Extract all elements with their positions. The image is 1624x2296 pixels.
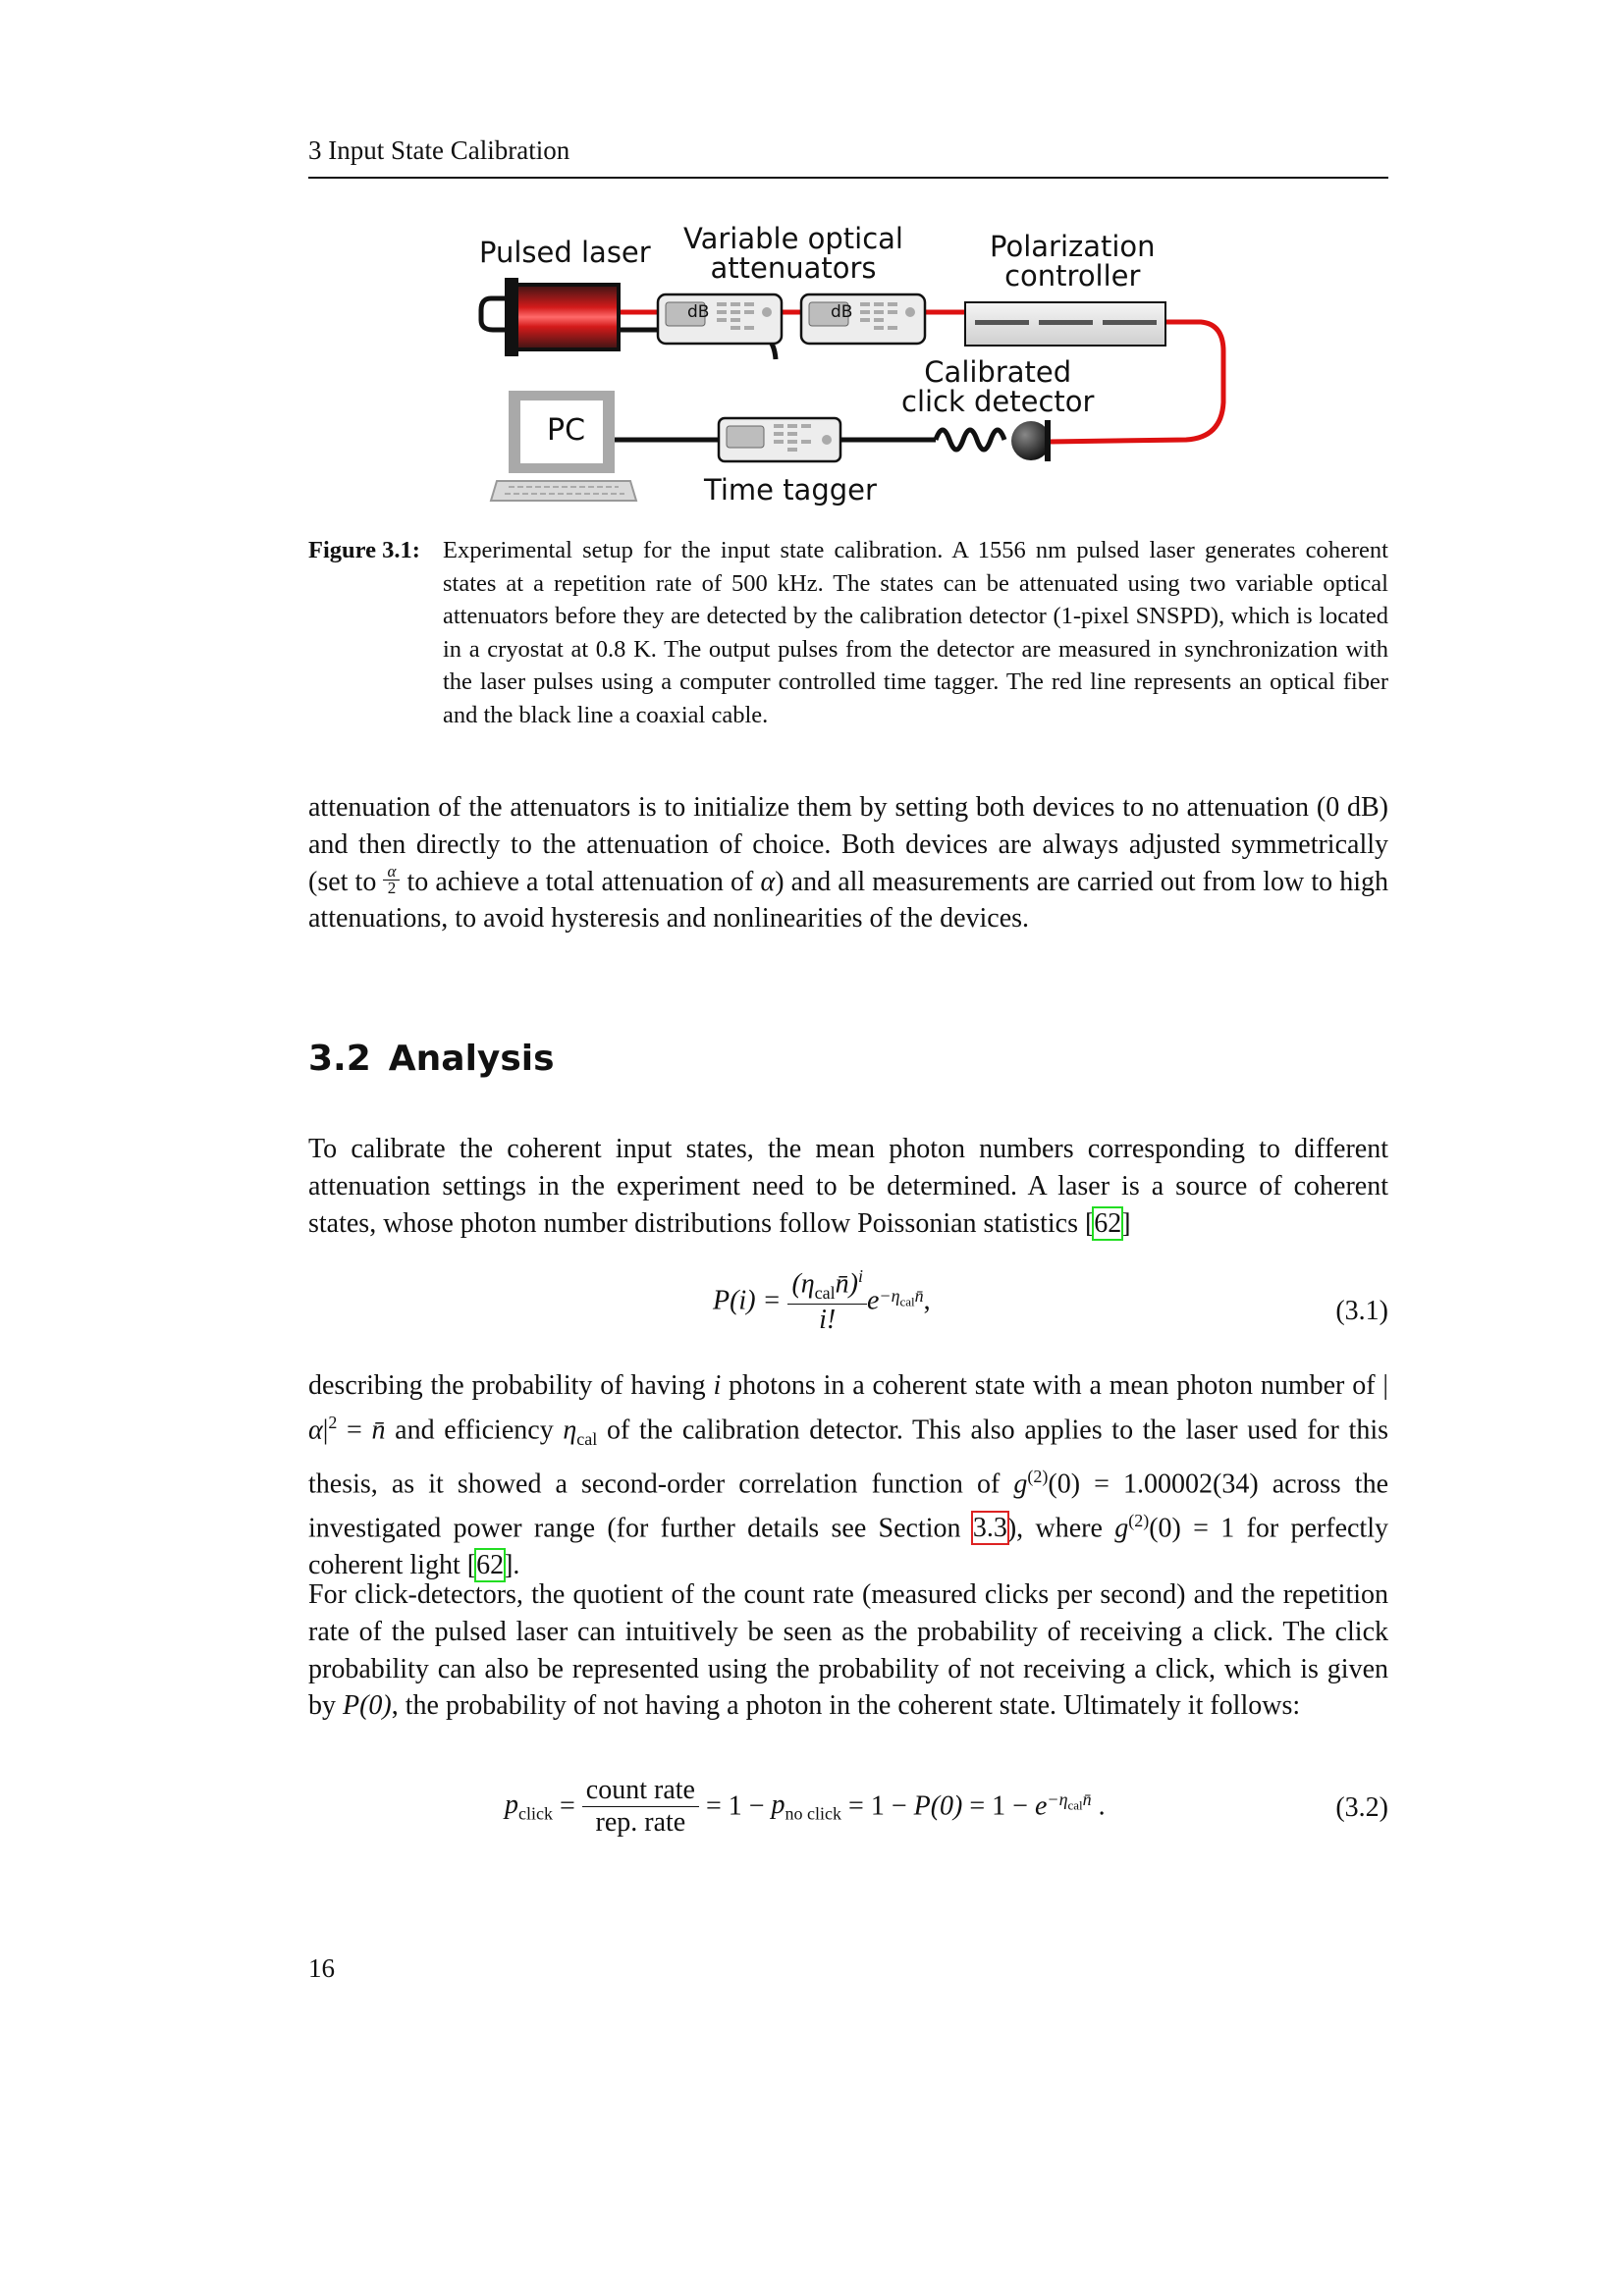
label-time-tagger: Time tagger	[704, 473, 877, 507]
section-title-text: Analysis	[388, 1039, 555, 1079]
frac-den: 2	[387, 878, 397, 897]
paragraph-attenuation	[308, 789, 1388, 937]
alpha-symbol: α	[760, 866, 776, 897]
eq1-denominator: i!	[819, 1304, 837, 1335]
label-detector: Calibrated click detector	[901, 355, 1095, 418]
p1-text-c: ) and all measurements are carried out from low to high attenuations, to avoid hysteresis and nonlinearities of the devices.	[308, 866, 1389, 934]
eq2-body: $p_{click}$ = $\frac{\text{count rate}}{\text{rep. rate}}$ = $1 - p_{no click} = 1 - P(0) = 1 - e^{-\eta_{cal}n̄}$ .	[505, 1775, 1106, 1838]
frac-num: α	[383, 864, 400, 881]
eq1-comma: ,	[923, 1285, 931, 1316]
label-pulsed-laser: Pulsed laser	[479, 236, 651, 269]
label-db-2: dB	[831, 302, 853, 322]
label-attenuators: Variable optical attenuators	[683, 222, 903, 285]
eq2-numerator: count rate	[582, 1775, 699, 1807]
caption-label: Figure 3.1:	[308, 537, 420, 563]
attenuator-1	[658, 294, 782, 344]
coax-cable-detector-coil	[936, 430, 1004, 450]
pulsed-laser	[505, 278, 619, 356]
figure-caption	[308, 534, 1388, 731]
eq1-exp-base: e	[866, 1285, 880, 1316]
click-detector	[1011, 420, 1051, 461]
p1-text-b: to achieve a total attenuation of	[400, 866, 761, 897]
equation-3-1	[308, 1266, 1388, 1355]
eq1-numerator: $(\eta_{cal}n̄)^i$	[787, 1266, 867, 1305]
p1-text-a: attenuation of the attenuators is to initialize them by setting both devices to no attenuation (0 dB) and then directly to the attenuation of choice. Both devices are always adjusted symmetrically (set to	[308, 792, 1388, 897]
section-number: 3.2	[308, 1039, 371, 1079]
eq2-number: (3.2)	[1335, 1792, 1388, 1823]
page-number: 16	[308, 1953, 335, 1983]
p2-text-b: ]	[1121, 1207, 1131, 1239]
chapter-title: 3 Input State Calibration	[308, 135, 570, 165]
eq1-body	[713, 1266, 931, 1336]
running-header	[308, 135, 1388, 179]
alpha-half-fraction	[383, 861, 400, 897]
eq1-lhs: P(i) =	[713, 1285, 782, 1316]
setup-figure	[469, 224, 1235, 518]
paragraph-description: describing the probability of having i photons in a coherent state with a mean photon number of $|\alpha|^2$ = n̄ and efficiency $\eta_{cal}$ of the calibration detector. This also applies to the laser used for this thesis, as it showed a second-order correlation function of $g^{(2)}(0) = 1.00002(34)$ across the investigated power range (for further details see Section 3.3), where $g^{(2)}(0) = 1$ for perfectly coherent light [62].	[308, 1370, 1389, 1580]
label-pc: PC	[547, 413, 586, 448]
section-link-3-3[interactable]: 3.3	[972, 1512, 1007, 1543]
eq1-number: (3.1)	[1335, 1296, 1388, 1326]
citation-link-62[interactable]: 62	[1094, 1207, 1122, 1239]
eq2-denominator: rep. rate	[595, 1807, 686, 1838]
citation-link-62-b[interactable]: 62	[476, 1549, 505, 1580]
equation-3-2	[308, 1775, 1388, 1853]
eq1-exponent: −ηcaln̄	[879, 1285, 924, 1309]
label-db-1: dB	[687, 302, 710, 322]
polarization-controller	[965, 302, 1165, 346]
attenuator-2	[801, 294, 925, 344]
eq2-fraction	[582, 1775, 699, 1839]
caption-text: Experimental setup for the input state calibration. A 1556 nm pulsed laser generates coherent states at a repetition rate of 500 kHz. The states can be attenuated using two variable optical attenuators before they are detected by the calibration detector (1-pixel SNSPD), which is located in a cryostat at 0.8 K. The output pulses from the detector are measured in synchronization with the laser pulses using a computer controlled time tagger. The red line represents an optical fiber and the black line a coaxial cable.	[443, 537, 1388, 728]
paragraph-poisson	[308, 1131, 1388, 1242]
label-polarization-controller: Polarization controller	[990, 230, 1156, 293]
eq1-fraction	[787, 1266, 867, 1336]
paragraph-click-detectors: For click-detectors, the quotient of the count rate (measured clicks per second) and the repetition rate of the pulsed laser can intuitively be seen as the probability of receiving a click. The click probability can also be represented using the probability of not receiving a click, which is given by P(0), the probability of not having a photon in the coherent state. Ultimately it follows:	[308, 1579, 1388, 1722]
time-tagger	[719, 418, 840, 461]
p2-text: To calibrate the coherent input states, the mean photon numbers corresponding to different attenuation settings in the experiment need to be determined. A laser is a source of coherent states, whose photon number distributions follow Poissonian statistics [	[308, 1134, 1388, 1239]
section-heading	[308, 1039, 555, 1079]
